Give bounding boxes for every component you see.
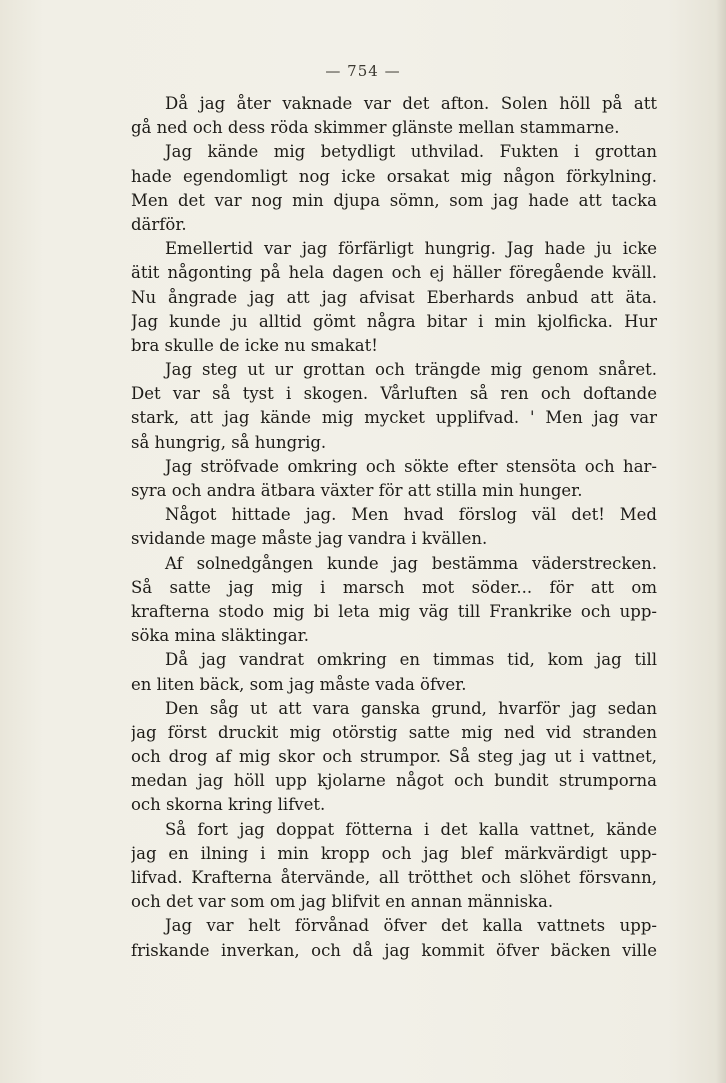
text-line: Så fort jag doppat fötterna i det kalla vattnet, kände <box>165 819 657 839</box>
text-line: lifvad. Krafterna återvände, all trötthet och slöhet försvann, <box>131 868 657 887</box>
text-line: bra skulle de icke nu smakat! <box>131 335 378 355</box>
text-line: hade egendomligt nog icke orsakat mig någon förkylning. <box>131 166 657 186</box>
text-line: jag en ilning i min kropp och jag blef märkvärdigt upp- <box>131 843 657 863</box>
text-line: Då jag åter vaknade var det afton. Solen höll på att <box>165 94 657 113</box>
text-line: friskande inverkan, och då jag kommit öfver bäcken ville <box>131 940 657 960</box>
page-edge-shadow <box>716 0 726 1083</box>
text-line: och drog af mig skor och strumpor. Så steg jag ut i vattnet, <box>131 747 657 767</box>
text-line: och skorna kring lifvet. <box>131 795 326 815</box>
text-line: Jag kunde ju alltid gömt några bitar i min kjolficka. Hur <box>131 311 657 331</box>
text-line: en liten bäck, som jag måste vada öfver. <box>131 674 467 694</box>
text-line: Af solnedgången kunde jag bestämma väderstrecken. <box>165 553 657 573</box>
text-line: Jag var helt förvånad öfver det kalla vattnets upp- <box>165 916 657 936</box>
text-line: syra och andra ätbara växter för att stilla min hunger. <box>131 481 583 500</box>
text-line: därför. <box>131 214 187 234</box>
text-line: Något hittade jag. Men hvad förslog väl det! Med <box>165 505 657 525</box>
text-line: svidande mage måste jag vandra i kvällen. <box>131 529 488 549</box>
text-line: jag först druckit mig otörstig satte mig ned vid stranden <box>131 722 657 742</box>
text-line: ätit någonting på hela dagen och ej häller föregående kväll. <box>131 263 657 283</box>
text-line: Nu ångrade jag att jag afvisat Eberhards anbud att äta. <box>131 287 657 307</box>
text-line: medan jag höll upp kjolarne något och bundit strumporna <box>131 771 657 791</box>
text-line: Det var så tyst i skogen. Vårluften så ren och doftande <box>131 384 657 404</box>
text-line: söka mina släktingar. <box>131 626 309 646</box>
text-line: Men det var nog min djupa sömn, som jag hade att tacka <box>131 190 657 210</box>
text-line: gå ned och dess röda skimmer glänste mellan stammarne. <box>131 118 620 138</box>
text-line: Jag ströfvade omkring och sökte efter stensöta och har- <box>165 456 657 476</box>
text-line: stark, att jag kände mig mycket upplifvad. ' Men jag var <box>131 408 657 428</box>
text-line: Jag steg ut ur grottan och trängde mig genom snåret. <box>165 360 657 380</box>
text-line: krafterna stodo mig bi leta mig väg till Frankrike och upp- <box>131 601 657 621</box>
text-line: Jag kände mig betydligt uthvilad. Fukten i grottan <box>165 142 657 162</box>
page-number: — 754 — <box>325 62 401 80</box>
text-line: Så satte jag mig i marsch mot söder... för att om <box>131 577 657 597</box>
text-line: så hungrig, så hungrig. <box>131 432 327 452</box>
body-text <box>131 92 657 963</box>
text-line: Då jag vandrat omkring en timmas tid, kom jag till <box>165 650 657 670</box>
text-line: Emellertid var jag förfärligt hungrig. Jag hade ju icke <box>165 239 657 259</box>
text-line: och det var som om jag blifvit en annan människa. <box>131 892 554 912</box>
text-line: Den såg ut att vara ganska grund, hvarför jag sedan <box>165 698 657 718</box>
